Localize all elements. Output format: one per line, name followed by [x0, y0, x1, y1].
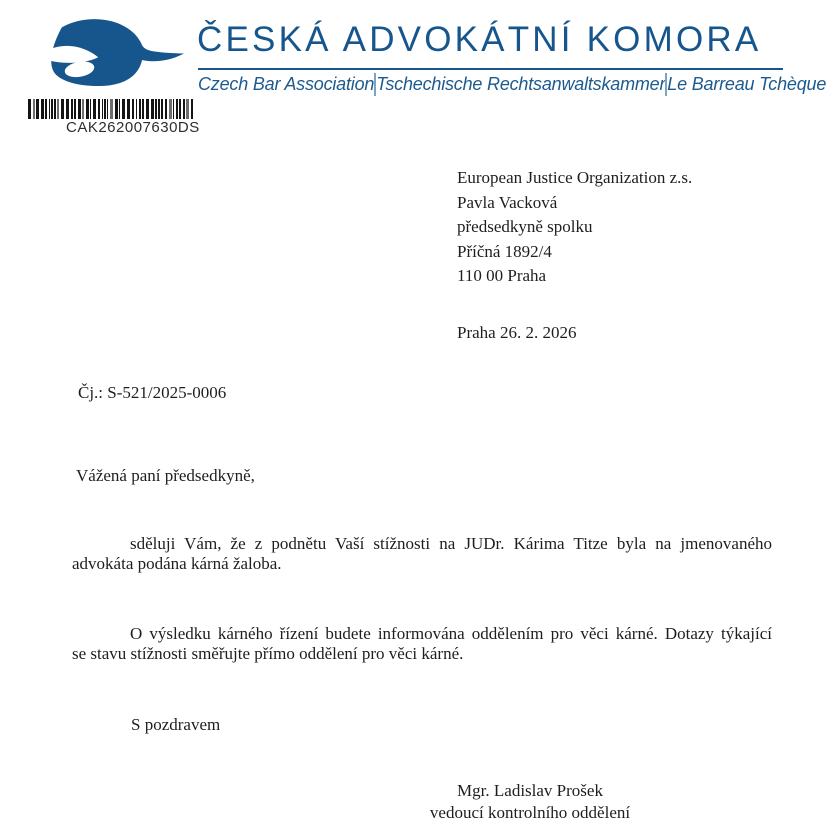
paragraph-line: O výsledku kárného řízení budete informována oddělením pro věci kárné. Dotazy týkající	[130, 624, 772, 643]
barcode-bars	[28, 99, 194, 119]
closing-phrase: S pozdravem	[131, 715, 221, 734]
paragraph-line: advokáta podána kárná žaloba.	[72, 554, 282, 573]
recipient-line: Příčná 1892/4	[457, 241, 552, 261]
org-subtitle	[198, 71, 827, 97]
subtitle-german: Tschechische Rechtsanwaltskammer	[376, 74, 666, 94]
date-line: Praha 26. 2. 2026	[457, 323, 577, 342]
signature-name: Mgr. Ladislav Prošek	[457, 781, 603, 800]
subtitle-czech: Czech Bar Association	[198, 74, 375, 94]
signature-title: vedoucí kontrolního oddělení	[429, 803, 631, 822]
recipient-line: European Justice Organization z.s.	[457, 168, 693, 187]
cak-logo-icon	[45, 18, 185, 88]
paragraph-line: sděluji Vám, že z podnětu Vaší stížnosti na JUDr. Kárima Titze byla na jmenovaného	[130, 534, 772, 553]
subtitle-french: Le Barreau Tchèque	[667, 74, 827, 94]
recipient-line: předsedkyně spolku	[457, 217, 593, 236]
body-paragraph	[72, 624, 772, 664]
barcode-label: CAK262007630DS	[66, 119, 200, 136]
paragraph-line: se stavu stížnosti směřujte přímo oddělení pro věci kárné.	[72, 644, 464, 663]
recipient-line: Pavla Vacková	[457, 192, 558, 212]
recipient-line: 110 00 Praha	[457, 266, 547, 285]
salutation: Vážená paní předsedkyně,	[76, 466, 255, 485]
recipient-block	[457, 166, 692, 289]
signature-block	[379, 780, 681, 824]
header-divider	[198, 68, 783, 70]
body-paragraph	[72, 534, 772, 574]
reference-number: Čj.: S-521/2025-0006	[78, 383, 227, 402]
org-name-title: ČESKÁ ADVOKÁTNÍ KOMORA	[197, 20, 762, 59]
